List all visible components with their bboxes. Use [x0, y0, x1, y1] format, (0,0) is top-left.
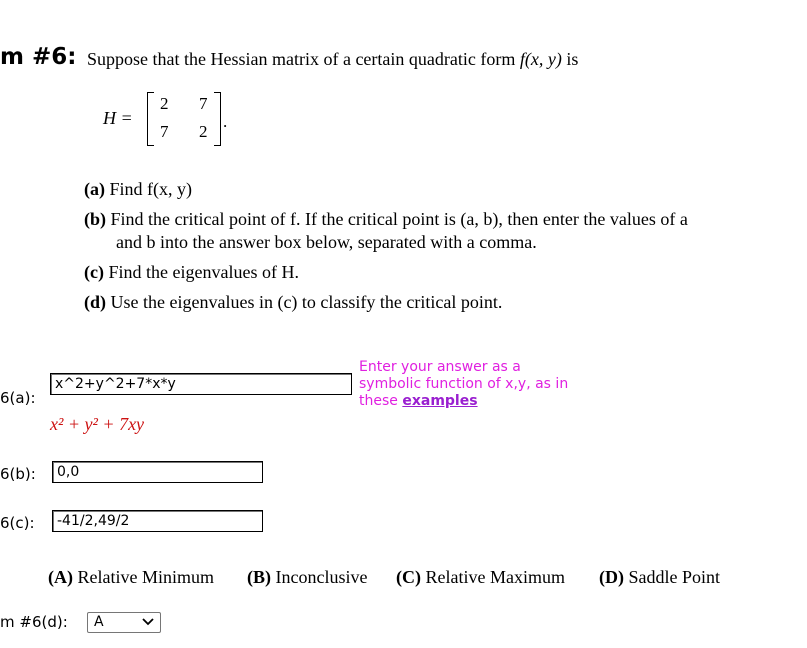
choice-a — [48, 567, 214, 588]
choice-c-text: Relative Maximum — [425, 567, 565, 587]
matrix-name: H = — [103, 108, 133, 128]
choice-d — [599, 567, 720, 588]
problem-number: m #6: — [0, 44, 77, 70]
part-d-tag: (d) — [84, 292, 106, 312]
part-b — [84, 209, 688, 230]
part-b-text-line1: Find the critical point of f. If the critical point is (a, b), then enter the values of a — [110, 209, 688, 229]
part-a — [84, 179, 192, 200]
hint-line3-prefix: these — [359, 393, 398, 409]
part-d-text: Use the eigenvalues in (c) to classify the critical point. — [110, 292, 503, 312]
part-d — [84, 292, 502, 313]
answer-c-input[interactable]: -41/2,49/2 — [52, 510, 263, 532]
matrix-cell: 2 — [199, 122, 208, 141]
part-a-tag: (a) — [84, 179, 105, 199]
part-b-tag: (b) — [84, 209, 106, 229]
hint-line1: Enter your answer as a — [359, 359, 521, 375]
answer-d-selected: A — [94, 614, 104, 630]
choice-d-text: Saddle Point — [628, 567, 721, 587]
answer-hint — [359, 359, 568, 410]
part-c-text: Find the eigenvalues of H. — [108, 262, 299, 282]
answer-d-label: m #6(d): — [0, 613, 68, 631]
chevron-down-icon — [142, 614, 154, 631]
examples-link[interactable]: examples — [402, 393, 478, 409]
matrix-left-bracket — [147, 92, 154, 146]
answer-a-input[interactable]: x^2+y^2+7*x*y — [50, 373, 352, 395]
part-c-tag: (c) — [84, 262, 104, 282]
statement-function: f(x, y) — [519, 49, 562, 69]
matrix-period: . — [223, 112, 228, 131]
choice-c-tag: (C) — [396, 567, 421, 587]
matrix-right-bracket — [214, 92, 221, 146]
choice-a-text: Relative Minimum — [77, 567, 214, 587]
answer-d-select[interactable] — [87, 612, 161, 633]
matrix-cell: 7 — [160, 122, 169, 141]
choice-a-tag: (A) — [48, 567, 73, 587]
part-a-text: Find f(x, y) — [109, 179, 192, 199]
hint-line2: symbolic function of x,y, as in — [359, 376, 569, 392]
statement-prefix: Suppose that the Hessian matrix of a certain quadratic form — [87, 49, 516, 69]
choice-b — [247, 567, 367, 588]
statement-suffix: is — [566, 49, 579, 69]
hint-line3 — [359, 393, 568, 410]
problem-statement — [87, 49, 578, 70]
choice-d-tag: (D) — [599, 567, 624, 587]
answer-c-label: 6(c): — [0, 514, 35, 532]
part-b-text-line2: and b into the answer box below, separated with a comma. — [116, 232, 537, 252]
choice-b-tag: (B) — [247, 567, 271, 587]
matrix-cell: 7 — [199, 94, 208, 113]
answer-a-label: 6(a): — [0, 389, 36, 407]
matrix-cell: 2 — [160, 94, 169, 113]
choice-b-text: Inconclusive — [275, 567, 368, 587]
answer-b-label: 6(b): — [0, 465, 36, 483]
part-c — [84, 262, 299, 283]
answer-b-input[interactable]: 0,0 — [52, 461, 263, 483]
choice-c — [396, 567, 565, 588]
answer-a-preview: x² + y² + 7xy — [50, 414, 145, 434]
